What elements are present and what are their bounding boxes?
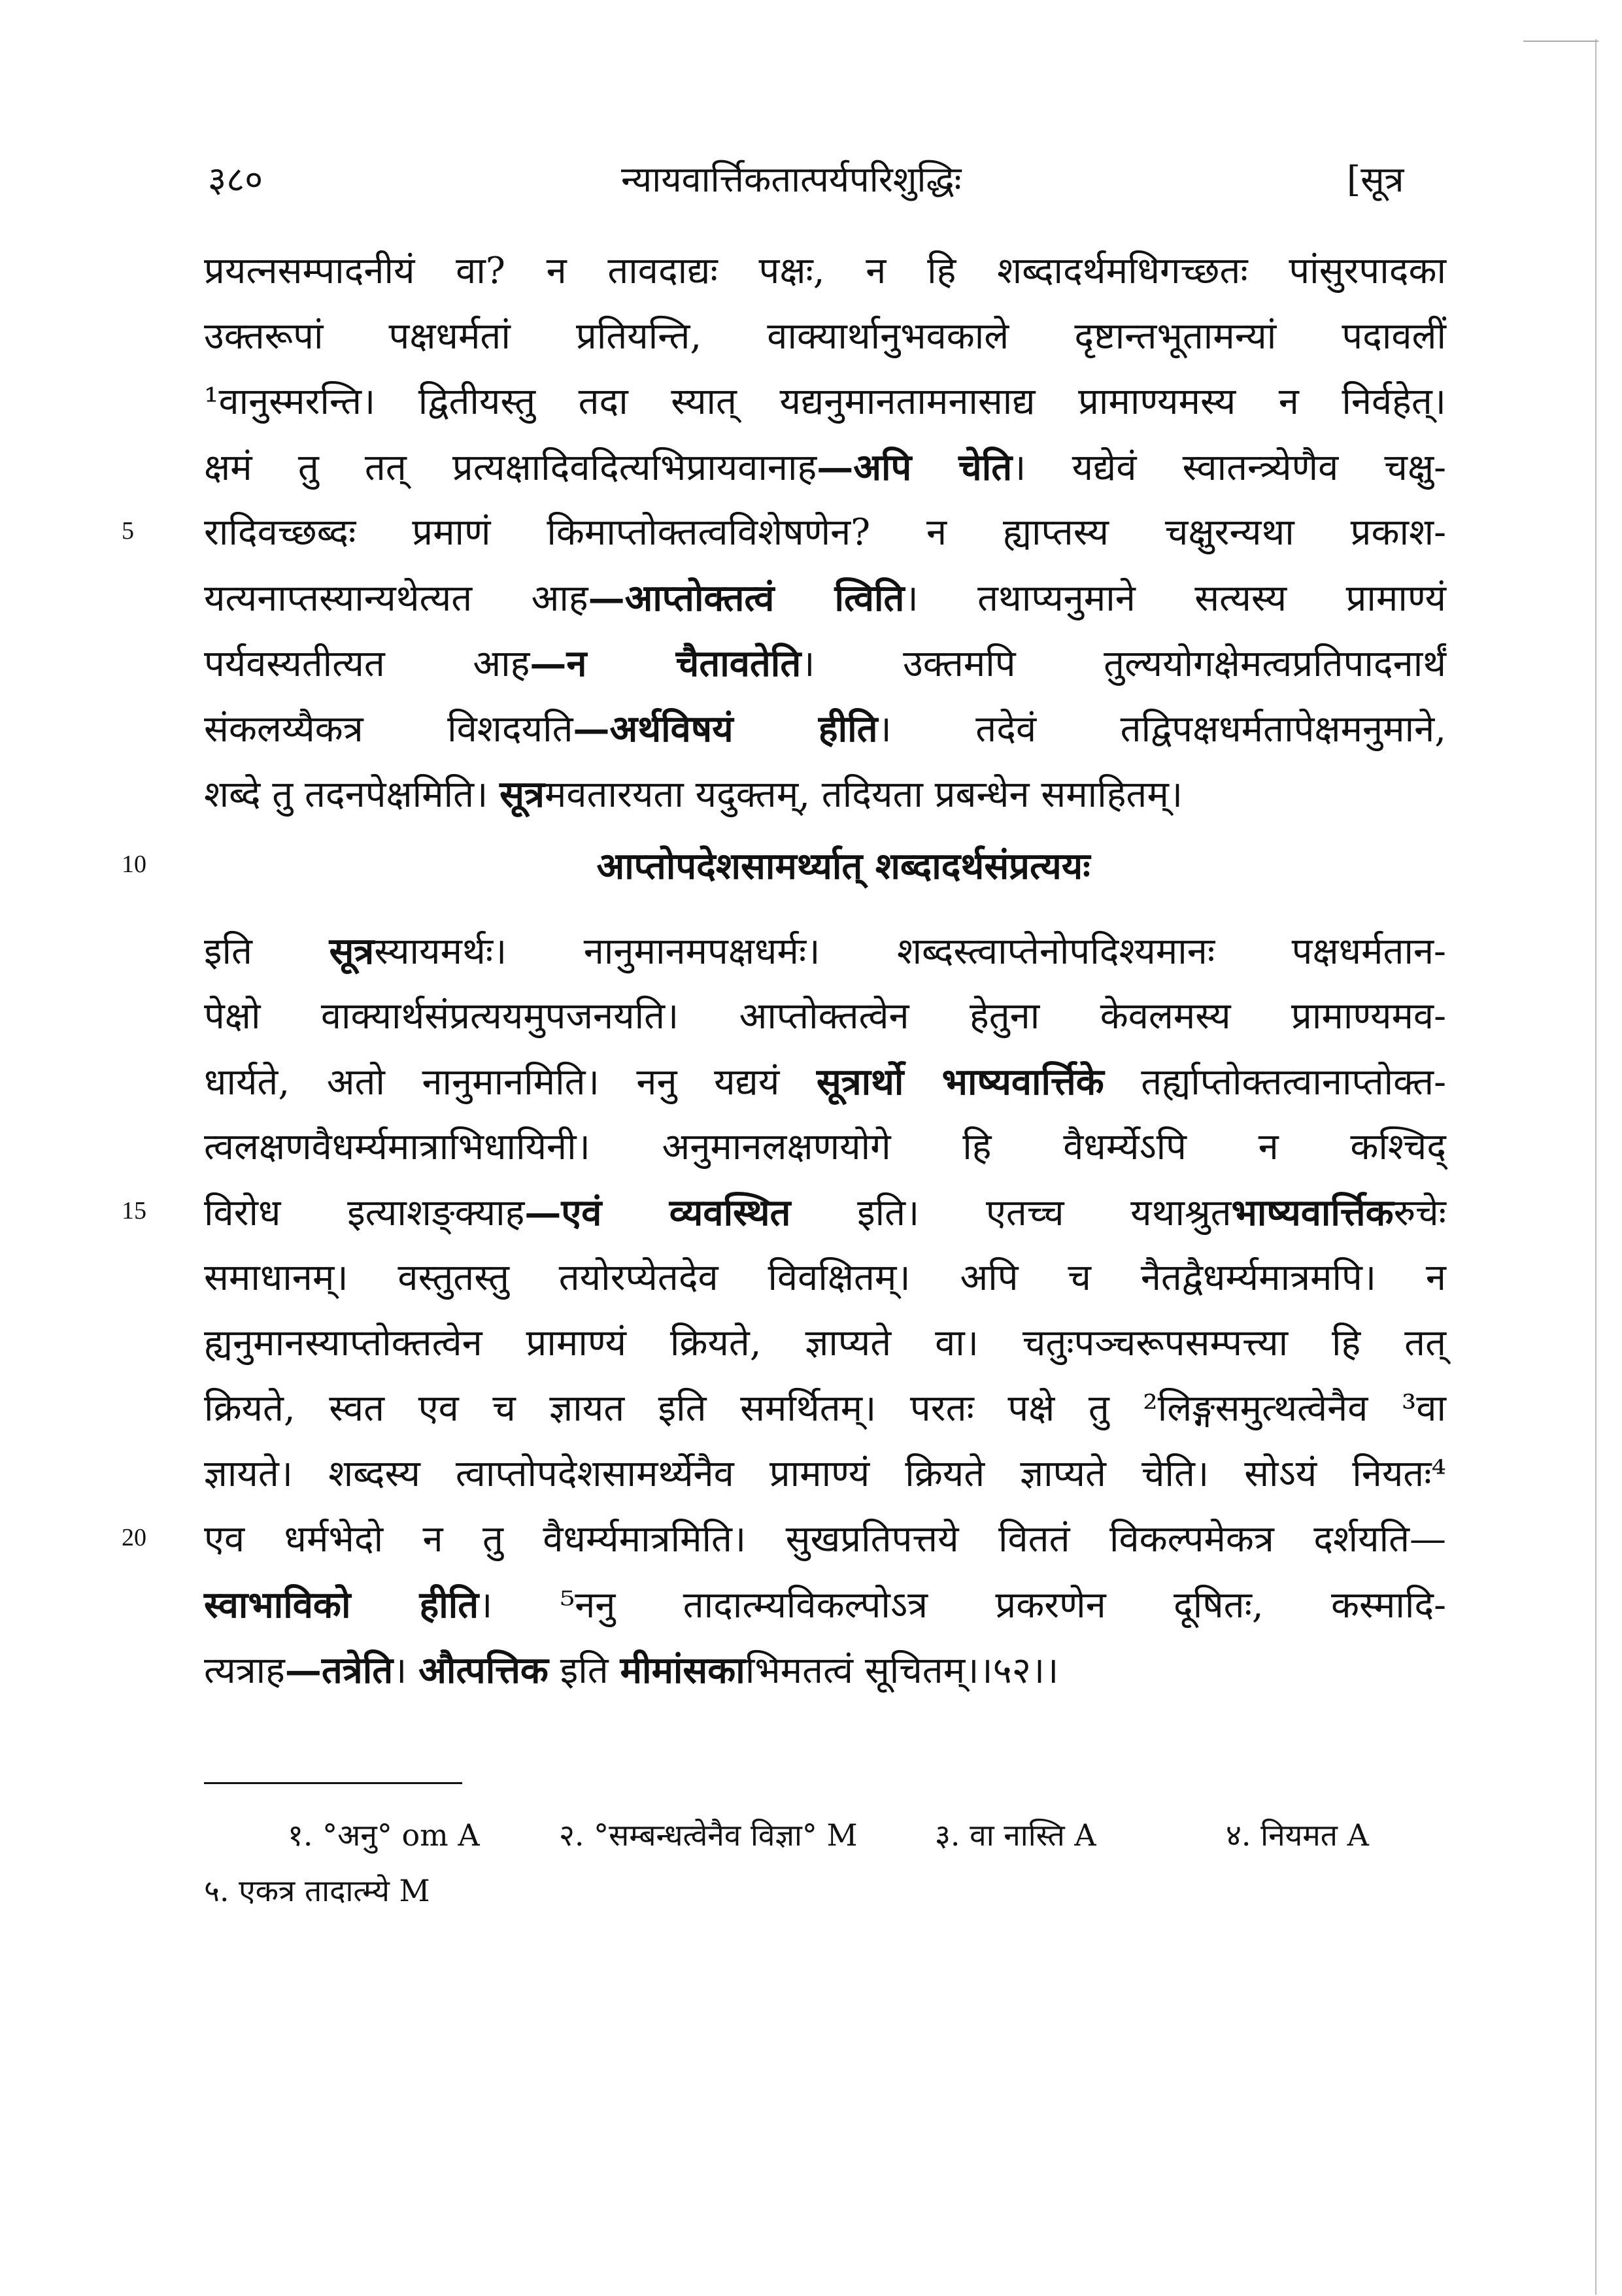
bold-run: —न चैतावतेति: [530, 642, 802, 685]
text-line: [204, 1644, 1446, 1697]
text-run: पेक्षो वाक्यार्थसंप्रत्ययमुपजनयति। आप्तोक्तत्वेन हेतुना केवलमस्य प्रामाण्यमव-: [204, 995, 1446, 1038]
text-run: क्षमं तु तत् प्रत्यक्षादिवदित्यभिप्रायवानाह: [204, 447, 817, 489]
running-title: न्यायवार्त्तिकतात्पर्यपरिशुद्धिः: [621, 159, 962, 200]
text-run: त्यत्राह: [204, 1649, 285, 1692]
footnote: ३. वा नास्ति A: [935, 1817, 1096, 1853]
text-line: [204, 1513, 1446, 1566]
text-run: ज्ञायते। शब्दस्य त्वाप्तोपदेशसामर्थ्येनैव प्रामाण्यं क्रियते ज्ञाप्यते चेति। सोऽयं नियतः⁴: [204, 1453, 1446, 1495]
text-run: त्वलक्षणवैधर्म्यमात्राभिधायिनी। अनुमानलक्षणयोगे हि वैधर्म्येऽपि न कश्चिद्: [204, 1126, 1446, 1168]
footnote: ४. नियमत A: [1226, 1817, 1369, 1853]
text-line: [204, 1383, 1446, 1435]
bold-run: —आप्तोक्तत्वं त्विति: [588, 577, 905, 620]
text-run: ¹वानुस्मरन्ति। द्वितीयस्तु तदा स्यात् यद्यनुमानतामनासाद्य प्रामाण्यमस्य न निर्वहेत्।: [204, 380, 1446, 423]
text-run: शब्दे तु तदनपेक्षमिति।: [204, 773, 500, 816]
text-run: ह्यनुमानस्याप्तोक्तत्वेन प्रामाण्यं क्रियते, ज्ञाप्यते वा। चतुःपञ्चरूपसम्पत्त्या हि तत्: [204, 1322, 1446, 1364]
text-line: [204, 1187, 1446, 1240]
text-line: [204, 1317, 1446, 1370]
text-line: [204, 1121, 1446, 1173]
bold-run: सूत्र: [499, 773, 545, 816]
bold-run: —अर्थविषयं हीति: [573, 707, 878, 751]
bold-run: —एवं व्यवस्थित: [524, 1191, 791, 1234]
bold-run: स्वाभाविको हीति: [204, 1583, 479, 1627]
text-line: [204, 441, 1446, 494]
text-run: धार्यते, अतो नानुमानमिति। ननु यद्ययं: [204, 1061, 817, 1104]
text-run: । ⁵ननु तादात्म्यविकल्पोऽत्र प्रकरणेन दूषितः, कस्मादि-: [479, 1584, 1446, 1627]
line-number: 5: [122, 517, 134, 545]
text-run: इति। एतच्च यथाश्रुत: [790, 1192, 1232, 1234]
text-line: [204, 311, 1446, 363]
text-run: स्यायमर्थः। नानुमानमपक्षधर्मः। शब्दस्त्वाप्तेनोपदिश्यमानः पक्षधर्मतान-: [374, 930, 1446, 973]
footnote: ५. एकत्र तादात्म्ये M: [204, 1873, 430, 1908]
text-line: [204, 1056, 1446, 1109]
text-run: रादिवच्छब्दः प्रमाणं किमाप्तोक्तत्वविशेषणेन? न ह्याप्तस्य चक्षुरन्यथा प्रकाश-: [204, 511, 1446, 554]
line-number: 15: [122, 1197, 146, 1224]
text-line: [204, 376, 1446, 428]
page-number: ३८०: [208, 159, 263, 200]
text-run: । उक्तमपि तुल्ययोगक्षेमत्वप्रतिपादनार्थं: [801, 643, 1446, 685]
text-run: क्रियते, स्वत एव च ज्ञायत इति समर्थितम्। परतः पक्षे तु ²लिङ्गसमुत्थत्वेनैव ³वा: [204, 1387, 1446, 1430]
bold-run: भाष्यवार्त्तिक: [1231, 1191, 1394, 1234]
text-run: रुचेः: [1393, 1192, 1446, 1234]
footnote: २. °सम्बन्धत्वेनैव विज्ञा° M: [559, 1817, 858, 1853]
bold-run: औत्पत्तिक: [418, 1649, 549, 1692]
text-line: [204, 1252, 1446, 1304]
text-run: पर्यवस्यतीत्यत आह: [204, 643, 530, 685]
section-marker: [सूत्र: [1347, 159, 1404, 200]
bold-run: सूत्रार्थो भाष्यवार्त्तिके: [816, 1060, 1104, 1104]
line-number: 10: [122, 851, 146, 878]
bold-run: मीमांसका: [620, 1649, 745, 1692]
text-line: [204, 1579, 1446, 1632]
line-number: 20: [122, 1524, 146, 1551]
text-run: तर्ह्याप्तोक्तत्वानाप्तोक्त-: [1104, 1061, 1447, 1104]
text-run: प्रयत्नसम्पादनीयं वा? न तावदाद्यः पक्षः, न हि शब्दादर्थमधिगच्छतः पांसुरपादका: [204, 250, 1446, 292]
text-line: [204, 637, 1446, 690]
text-run: समाधानम्। वस्तुतस्तु तयोरप्येतदेव विवक्षितम्। अपि च नैतद्वैधर्म्यमात्रमपि। न: [204, 1257, 1446, 1299]
bold-run: —तत्रेति: [284, 1649, 394, 1692]
text-line: [204, 703, 1446, 756]
text-run: । यद्येवं स्वातन्त्र्येणैव चक्षु-: [1012, 447, 1447, 489]
text-run: ।: [393, 1649, 419, 1692]
text-run: एव धर्मभेदो न तु वैधर्म्यमात्रमिति। सुखप्रतिपत्तये विततं विकल्पमेकत्र दर्शयति—: [204, 1518, 1446, 1561]
text-run: भिमतत्वं सूचितम्।।५२।।: [745, 1649, 1059, 1692]
text-run: इति: [204, 930, 329, 973]
text-run: विरोध इत्याशङ्क्याह: [204, 1192, 525, 1234]
text-line: [204, 1448, 1446, 1500]
text-line: [204, 507, 1446, 559]
text-run: उक्तरूपां पक्षधर्मतां प्रतियन्ति, वाक्यार्थानुभवकाले दृष्टान्तभूतामन्यां पदावलीं: [204, 315, 1446, 358]
text-line: [204, 768, 1446, 821]
text-line: [204, 990, 1446, 1043]
text-run: । तथाप्यनुमाने सत्यस्य प्रामाण्यं: [904, 577, 1447, 620]
footnote-rule: [204, 1782, 462, 1784]
text-run: यत्यनाप्तस्यान्यथेत्यत आह: [204, 577, 588, 620]
text-run: । तदेवं तद्विपक्षधर्मतापेक्षमनुमाने,: [877, 708, 1446, 751]
text-line: [204, 925, 1446, 978]
bold-run: सूत्र: [329, 930, 375, 973]
text-line: [204, 245, 1446, 297]
margin-tick: [1523, 41, 1598, 42]
text-run: संकलय्यैकत्र विशदयति: [204, 708, 573, 751]
bold-run: —अपि चेति: [817, 446, 1013, 489]
text-line: [204, 572, 1446, 625]
text-run: मवतारयता यदुक्तम्, तदियता प्रबन्धेन समाहितम्।: [544, 773, 1183, 816]
margin-rule: [1595, 39, 1597, 2295]
text-run: इति: [548, 1649, 620, 1692]
sutra-heading: आप्तोपदेशसामर्थ्यात् शब्दादर्थसंप्रत्ययः: [596, 845, 1090, 888]
footnote: १. °अनु° om A: [288, 1817, 480, 1853]
